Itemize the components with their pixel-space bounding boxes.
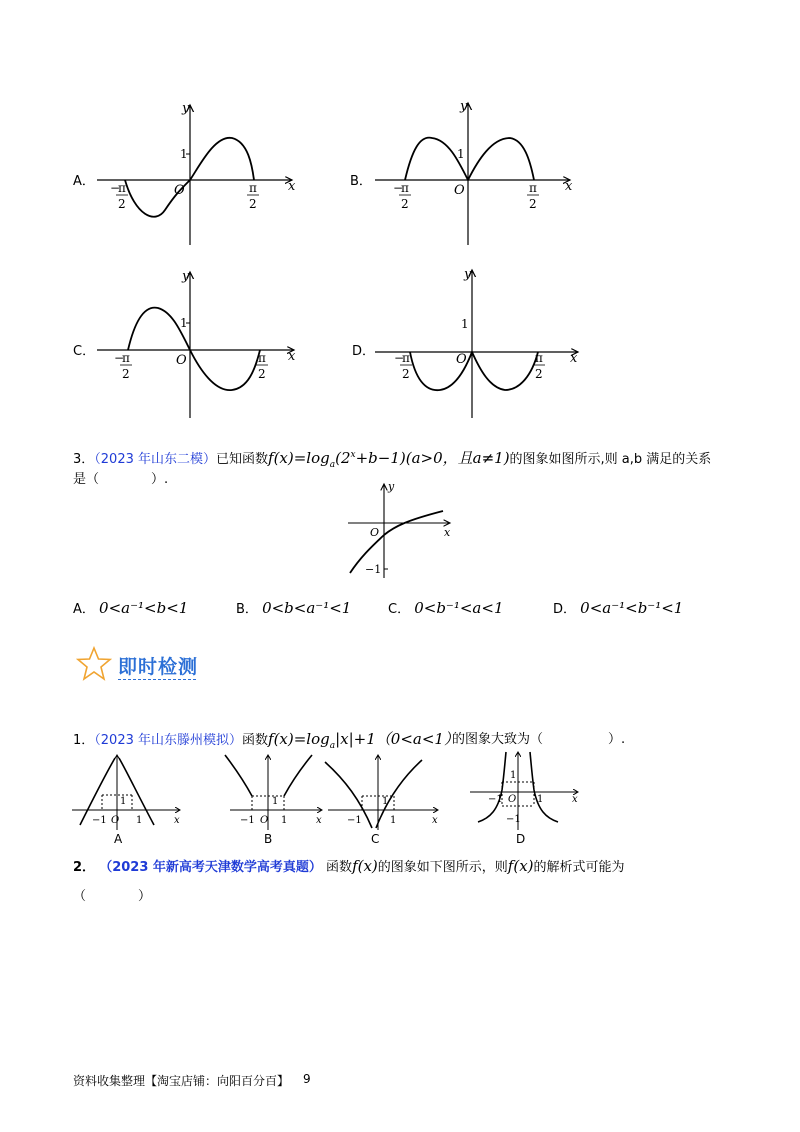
- option-c-label[interactable]: C．: [73, 344, 96, 359]
- p1-graph-c: [325, 755, 438, 830]
- y-label: y: [464, 267, 472, 282]
- p1-formula: $f(x)=\log_a|x|+1(0<a<1)$: [268, 730, 459, 751]
- two-label: 2: [402, 367, 410, 381]
- option-d-label[interactable]: D．: [352, 344, 376, 359]
- q3-option-c[interactable]: C． 0<b⁻¹<a<1: [388, 599, 504, 617]
- q3-option-a[interactable]: A． 0<a⁻¹<b<1: [73, 599, 189, 617]
- graph-d: [375, 267, 578, 418]
- svg-text:x: x: [316, 815, 322, 826]
- two-label: 2: [122, 367, 130, 381]
- one-label: 1: [461, 317, 469, 331]
- origin-label: O: [174, 183, 185, 198]
- graph-b: [375, 99, 573, 245]
- one-label: 1: [180, 147, 188, 161]
- q3-number: 3．: [73, 452, 95, 467]
- p1-graph-a: [72, 755, 180, 830]
- q3-source: （2023 年山东二模）: [94, 452, 216, 467]
- svg-text:−1: −1: [92, 815, 107, 826]
- one-label: 1: [457, 147, 465, 161]
- footer-text: 资料收集整理【淘宝店铺：向阳百分百】: [73, 1074, 290, 1088]
- pi-label: π: [122, 351, 130, 365]
- svg-text:O: O: [508, 794, 517, 805]
- svg-text:1: 1: [537, 794, 544, 805]
- p1-graph-d: [470, 752, 578, 830]
- q3-line1: [73, 447, 711, 470]
- p1-option-d[interactable]: D: [516, 832, 526, 846]
- y-label: y: [388, 480, 395, 493]
- x-label: x: [288, 179, 296, 194]
- x-label: x: [570, 351, 578, 366]
- svg-text:−1: −1: [506, 814, 521, 825]
- minus-sign: −: [393, 181, 404, 195]
- origin-label: O: [176, 353, 187, 368]
- svg-text:1: 1: [382, 796, 389, 807]
- one-label: 1: [180, 316, 188, 330]
- x-label: x: [444, 526, 451, 539]
- svg-text:1: 1: [272, 796, 279, 807]
- p1-number: 1．: [73, 733, 95, 748]
- p1-tail: 的图象大致为（ ）.: [452, 732, 626, 747]
- pi-label: π: [258, 351, 266, 365]
- curve: [350, 511, 443, 573]
- pi-label: π: [535, 351, 543, 365]
- minus-one-label: −1: [365, 563, 382, 576]
- p1-option-c[interactable]: C: [371, 832, 380, 846]
- origin-label: O: [454, 183, 465, 198]
- q3-tail: 的图象如图所示,则 a,b 满足的关系: [509, 452, 712, 467]
- minus-sign: −: [394, 351, 405, 365]
- two-label: 2: [258, 367, 266, 381]
- svg-text:x: x: [572, 794, 578, 805]
- pi-label: π: [401, 181, 409, 195]
- svg-text:O: O: [260, 815, 269, 826]
- two-label: 2: [118, 197, 126, 211]
- q3-formula: $f(x)=\log_a(2^x+b-1)(a>0$，且a≠1): [268, 449, 510, 470]
- svg-text:1: 1: [281, 815, 288, 826]
- graph-c: [97, 269, 296, 418]
- svg-text:−1: −1: [488, 794, 503, 805]
- minus-sign: −: [114, 351, 125, 365]
- curve: [405, 138, 534, 180]
- page-number: 9: [303, 1072, 311, 1086]
- p1-lead: 函数: [242, 733, 269, 748]
- graph-a: [97, 101, 296, 245]
- p2-source: （2023 年新高考天津数学高考真题）: [99, 860, 322, 875]
- svg-text:1: 1: [390, 815, 397, 826]
- svg-text:x: x: [174, 815, 180, 826]
- svg-text:1: 1: [120, 796, 127, 807]
- x-label: x: [565, 179, 573, 194]
- pi-label: π: [402, 351, 410, 365]
- p1-source: （2023 年山东滕州模拟）: [94, 733, 242, 748]
- two-label: 2: [535, 367, 543, 381]
- option-a-label[interactable]: A．: [73, 174, 95, 189]
- minus-sign: −: [110, 181, 121, 195]
- svg-text:1: 1: [510, 770, 517, 781]
- two-label: 2: [401, 197, 409, 211]
- y-label: y: [460, 99, 468, 114]
- pi-label: π: [529, 181, 537, 195]
- curve: [128, 308, 260, 391]
- p1-option-b[interactable]: B: [264, 832, 273, 846]
- svg-text:x: x: [432, 815, 438, 826]
- curve: [410, 352, 538, 390]
- origin-label: O: [370, 526, 380, 539]
- p2-number: 2．: [73, 860, 96, 875]
- pi-label: π: [118, 181, 126, 195]
- star-icon: [76, 646, 112, 682]
- q3-line2: 是（ ）.: [73, 472, 169, 487]
- svg-text:−1: −1: [347, 815, 362, 826]
- origin-label: O: [456, 352, 467, 367]
- svg-text:O: O: [111, 815, 120, 826]
- q2-graphs: [0, 0, 800, 430]
- two-label: 2: [249, 197, 257, 211]
- two-label: 2: [529, 197, 537, 211]
- q3-option-d[interactable]: D． 0<a⁻¹<b⁻¹<1: [553, 599, 684, 617]
- p2-line1: 2． （2023 年新高考天津数学高考真题） 函数f(x)的图象如下图所示，则f(x)的解析式可能为: [73, 857, 625, 875]
- svg-text:−1: −1: [240, 815, 255, 826]
- x-label: x: [288, 349, 296, 364]
- svg-text:1: 1: [136, 815, 143, 826]
- q3-option-b[interactable]: B． 0<b<a⁻¹<1: [236, 599, 352, 617]
- y-label: y: [182, 269, 190, 284]
- y-label: y: [182, 101, 190, 116]
- q3-graph: [330, 478, 470, 588]
- section-underline: [118, 679, 196, 680]
- section-title: 即时检测: [118, 656, 199, 678]
- pi-label: π: [249, 181, 257, 195]
- q3-lead: 已知函数: [216, 452, 269, 467]
- p1-line: [73, 728, 459, 751]
- p2-line2: （ ）: [73, 889, 152, 904]
- option-b-label[interactable]: B．: [350, 174, 372, 189]
- p1-option-a[interactable]: A: [114, 832, 123, 846]
- p1-graph-b: [225, 755, 322, 830]
